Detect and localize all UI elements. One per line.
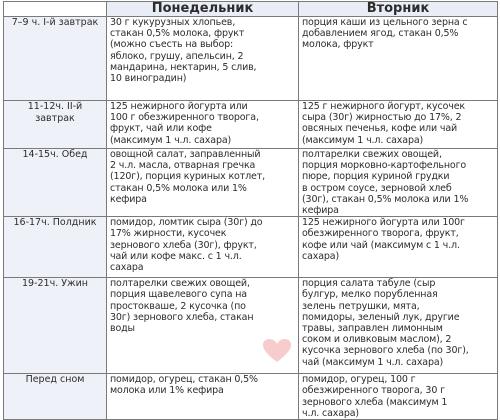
tuesday-menu-cell-line: травы, заправлен лимонным <box>302 323 443 335</box>
tuesday-menu-cell-line: молока, фрукт <box>302 39 374 51</box>
monday-menu-cell <box>107 101 299 149</box>
monday-menu-cell-line: (максимум 1 ч.л. сахара) <box>110 134 232 146</box>
monday-menu-cell-line: (можно съесть на выбор: <box>110 39 234 51</box>
tuesday-menu-cell <box>299 374 498 420</box>
tuesday-menu-cell-line: (30г), стакан 0,5% молока или 1% <box>302 193 469 205</box>
tuesday-menu-cell-line: 125 нежирного йогурта или 100г <box>302 217 465 229</box>
meal-plan-table <box>3 1 498 420</box>
meal-time-cell <box>4 149 107 217</box>
monday-menu-cell-line: стакан 0,5% молока, фрукт <box>110 28 245 40</box>
meal-time-cell <box>4 278 107 374</box>
tuesday-menu-cell-line: в остром соусе, зерновой хлеб <box>302 182 452 194</box>
monday-menu-cell-line: сахара <box>110 262 144 274</box>
tuesday-menu-cell-line: обезжиренного творога, фрукт, <box>302 228 459 240</box>
meal-time-cell <box>4 17 107 101</box>
monday-menu-cell-line: яблоко, грушу, апельсин, 2 <box>110 50 244 62</box>
tuesday-menu-cell-line: порция каши из цельного зерна с <box>302 17 468 28</box>
header-monday: Понедельник <box>107 2 299 17</box>
meal-time-cell-line: 11-12ч. II-й <box>27 101 83 112</box>
tuesday-menu-cell-line: сахара) <box>302 250 339 262</box>
monday-menu-cell-line: полтарелки свежих овощей, <box>110 278 250 290</box>
monday-menu-cell-line: помидор, огурец, стакан 0,5% <box>110 374 258 386</box>
tuesday-menu-cell-line: соком и оливковым маслом), 2 <box>302 334 452 346</box>
monday-menu-cell-line: 125 нежирного йогурта или <box>110 101 248 112</box>
tuesday-menu-cell-line: обезжиренного творога, 30 г <box>302 385 445 397</box>
tuesday-menu-cell <box>299 149 498 217</box>
monday-menu-cell-line: воды <box>110 323 135 335</box>
tuesday-menu-cell-line: кефира <box>302 205 339 217</box>
monday-menu-cell-line: молока или 1% кефира <box>110 385 224 397</box>
tuesday-menu-cell-line: кофе или чай (максимум с 1 ч.л. <box>302 239 460 251</box>
tuesday-menu-cell-line: помидор, огурец, 100 г <box>302 374 416 386</box>
tuesday-menu-cell <box>299 278 498 374</box>
monday-menu-cell-line: кефира <box>110 193 147 205</box>
table-row <box>4 374 498 420</box>
header-corner <box>4 2 107 17</box>
monday-menu-cell-line: 30 г кукурузных хлопьев, <box>110 17 236 28</box>
monday-menu-cell-line: простокваше, 2 кусочка (по <box>110 300 246 312</box>
monday-menu-cell-line: зернового хлеба (30г), фрукт, <box>110 239 257 251</box>
tuesday-menu-cell-line: 125 г нежирного йогурт, кусочек <box>302 101 465 112</box>
tuesday-menu-cell-line: булгур, мелко порубленная <box>302 289 438 301</box>
tuesday-menu-cell-line: овсяных печенья, кофе или чай <box>302 123 458 135</box>
monday-menu-cell-line: фрукт, чай или кофе <box>110 123 212 135</box>
meal-time-cell-line: 16-17ч. Полдник <box>13 217 97 229</box>
monday-menu-cell-line: 2 ч.л. масла, отварная гречка <box>110 160 256 172</box>
tuesday-menu-cell-line: полтарелки свежих овощей, <box>302 149 442 160</box>
table-row <box>4 278 498 374</box>
tuesday-menu-cell-line: чай (максимум 1 ч.л. сахара) <box>302 356 444 368</box>
tuesday-menu-cell-line: ч.л. сахара) <box>302 407 359 419</box>
monday-menu-cell <box>107 17 299 101</box>
monday-menu-cell <box>107 374 299 420</box>
meal-time-cell-line: 7–9 ч. I-й завтрак <box>11 17 99 28</box>
tuesday-menu-cell-line: сыра (30г) жирностью до 17%, 2 <box>302 112 462 124</box>
tuesday-menu-cell-line: порция салата табуле (сыр <box>302 278 436 290</box>
monday-menu-cell-line: порция щавелевого супа на <box>110 289 247 301</box>
meal-time-cell <box>4 101 107 149</box>
monday-menu-cell <box>107 217 299 278</box>
monday-menu-cell-line: 30г) зернового хлеба, стакан <box>110 311 254 323</box>
monday-menu-cell-line: стакан 0,5% молока или 1% <box>110 182 247 194</box>
meal-time-cell <box>4 374 107 420</box>
tuesday-menu-cell-line: кусочка зернового хлеба (по 30г), <box>302 345 469 357</box>
meal-time-cell <box>4 217 107 278</box>
tuesday-menu-cell-line: помидоры, зеленый лук, другие <box>302 311 460 323</box>
header-tuesday: Вторник <box>299 2 498 17</box>
table-row <box>4 17 498 101</box>
table-row <box>4 101 498 149</box>
tuesday-menu-cell-line: добавлением ягод, стакан 0,5% <box>302 28 459 40</box>
monday-menu-cell-line: (120г), порция куриных котлет, <box>110 171 265 183</box>
monday-menu-cell-line: помидор, ломтик сыра (30г) до <box>110 217 263 229</box>
tuesday-menu-cell-line: (максимум 1 ч.л. сахара) <box>302 134 424 146</box>
table-body <box>4 17 498 420</box>
table-row <box>4 217 498 278</box>
meal-time-cell-line: завтрак <box>35 113 75 124</box>
tuesday-menu-cell-line: зелень петрушки, мята, <box>302 300 420 312</box>
header-row <box>4 2 498 17</box>
tuesday-menu-cell-line: зернового хлеба (максимум 1 <box>302 396 448 408</box>
monday-menu-cell-line: 17% жирности, кусочек <box>110 228 227 240</box>
tuesday-menu-cell <box>299 17 498 101</box>
meal-time-cell-line: Перед сном <box>25 374 85 386</box>
table-row <box>4 149 498 217</box>
tuesday-menu-cell <box>299 217 498 278</box>
monday-menu-cell <box>107 278 299 374</box>
monday-menu-cell-line: 10 виноградин) <box>110 73 187 85</box>
monday-menu-cell-line: чай или кофе макс. с 1 ч.л. <box>110 250 242 262</box>
monday-menu-cell-line: овощной салат, заправленный <box>110 149 261 160</box>
tuesday-menu-cell <box>299 101 498 149</box>
meal-time-cell-line: 19-21ч. Ужин <box>22 278 88 290</box>
monday-menu-cell-line: мандарина, нектарин, 5 слив, <box>110 61 257 73</box>
tuesday-menu-cell-line: пюре, порция куриной грудки <box>302 171 450 183</box>
meal-time-cell-line: 14-15ч. Обед <box>22 149 88 160</box>
monday-menu-cell-line: 100 г обезжиренного творога, <box>110 112 259 124</box>
tuesday-menu-cell-line: порция морковно-картофельного <box>302 160 467 172</box>
monday-menu-cell <box>107 149 299 217</box>
